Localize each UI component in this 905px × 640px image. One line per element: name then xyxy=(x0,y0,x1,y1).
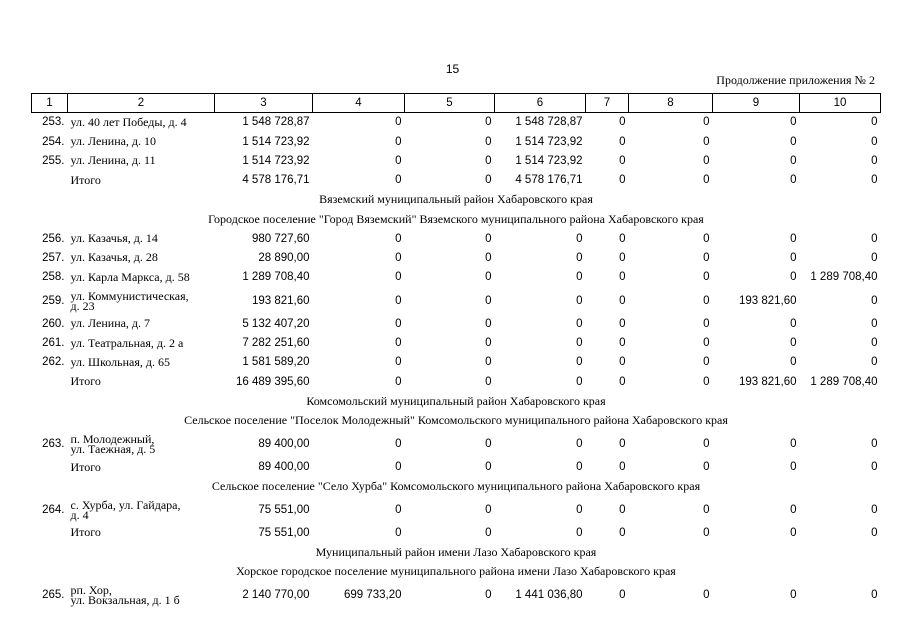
total-row xyxy=(32,171,881,190)
value-cell-c10: 0 xyxy=(871,526,878,539)
section-heading: Муниципальный район имени Лазо Хабаровского края xyxy=(315,544,597,559)
column-header: 5 xyxy=(405,94,495,113)
table-row xyxy=(32,113,881,132)
address-cell: ул. Школьная, д. 65 xyxy=(70,354,170,369)
section-heading: Вяземский муниципальный район Хабаровского края xyxy=(319,192,593,207)
value-cell-c4: 0 xyxy=(395,317,402,330)
address-cell: Итого xyxy=(70,374,101,389)
column-header: 1 xyxy=(32,94,68,113)
value-cell-c6: 1 441 036,80 xyxy=(515,588,583,601)
value-cell-c3: 5 132 407,20 xyxy=(242,317,310,330)
total-row xyxy=(32,457,881,476)
value-cell-c5: 0 xyxy=(485,375,492,388)
section-heading-row xyxy=(32,190,881,209)
value-cell-c8: 0 xyxy=(703,356,710,369)
value-cell-c5: 0 xyxy=(485,251,492,264)
value-cell-c7: 0 xyxy=(619,317,626,330)
table-row xyxy=(32,353,881,372)
row-number: 264. xyxy=(42,503,65,516)
address-line-2: ул. Таежная, д. 5 xyxy=(70,441,156,456)
address-cell xyxy=(68,287,215,314)
value-cell-c4: 0 xyxy=(395,154,402,167)
row-number xyxy=(32,523,68,542)
value-cell-c7: 0 xyxy=(619,337,626,350)
column-header: 7 xyxy=(586,94,629,113)
value-cell-c4: 0 xyxy=(395,271,402,284)
address-line-1: с. Хурба, ул. Гайдара, xyxy=(70,497,181,512)
value-cell-c10: 0 xyxy=(871,503,878,516)
column-header: 9 xyxy=(713,94,800,113)
value-cell-c9: 0 xyxy=(790,588,797,601)
value-cell-c5: 0 xyxy=(485,526,492,539)
appendix-table xyxy=(31,93,881,608)
value-cell-c10: 0 xyxy=(871,251,878,264)
value-cell-c6: 0 xyxy=(576,356,583,369)
value-cell-c9: 0 xyxy=(790,174,797,187)
value-cell-c6: 0 xyxy=(576,232,583,245)
value-cell-c3: 28 890,00 xyxy=(258,251,310,264)
value-cell-c7: 0 xyxy=(619,271,626,284)
value-cell-c8: 0 xyxy=(703,232,710,245)
value-cell-c5: 0 xyxy=(485,116,492,129)
value-cell-c4: 0 xyxy=(395,503,402,516)
value-cell-c8: 0 xyxy=(703,135,710,148)
value-cell-c10: 0 xyxy=(871,317,878,330)
value-cell-c8: 0 xyxy=(703,461,710,474)
value-cell-c10: 0 xyxy=(871,154,878,167)
value-cell-c7: 0 xyxy=(619,294,626,307)
table-row xyxy=(32,430,881,457)
table-row xyxy=(32,496,881,523)
row-number: 259. xyxy=(42,294,65,307)
value-cell-c6: 0 xyxy=(576,271,583,284)
value-cell-c6: 0 xyxy=(576,251,583,264)
value-cell-c9: 0 xyxy=(790,461,797,474)
value-cell-c10: 1 289 708,40 xyxy=(810,375,878,388)
section-heading: Хорское городское поселение муниципального района имени Лазо Хабаровского края xyxy=(236,564,676,579)
value-cell-c9: 0 xyxy=(790,271,797,284)
value-cell-c5: 0 xyxy=(485,317,492,330)
value-cell-c8: 0 xyxy=(703,317,710,330)
value-cell-c6: 0 xyxy=(576,375,583,388)
value-cell-c7: 0 xyxy=(619,356,626,369)
value-cell-c6: 1 514 723,92 xyxy=(515,154,583,167)
address-line-2: д. 23 xyxy=(70,298,95,313)
value-cell-c5: 0 xyxy=(485,437,492,450)
section-heading-row xyxy=(32,562,881,581)
value-cell-c5: 0 xyxy=(485,461,492,474)
row-number xyxy=(32,457,68,476)
value-cell-c3: 4 578 176,71 xyxy=(242,174,310,187)
page-number: 15 xyxy=(445,62,460,76)
value-cell-c7: 0 xyxy=(619,251,626,264)
value-cell-c3: 1 581 589,20 xyxy=(242,356,310,369)
section-heading: Сельское поселение "Село Хурба" Комсомольского муниципального района Хабаровского края xyxy=(211,478,701,493)
value-cell-c9: 0 xyxy=(790,503,797,516)
section-heading-row xyxy=(32,477,881,496)
value-cell-c6: 0 xyxy=(576,317,583,330)
value-cell-c7: 0 xyxy=(619,461,626,474)
value-cell-c8: 0 xyxy=(703,503,710,516)
value-cell-c9: 0 xyxy=(790,232,797,245)
value-cell-c3: 1 514 723,92 xyxy=(242,154,310,167)
value-cell-c9: 0 xyxy=(790,317,797,330)
row-number: 257. xyxy=(42,251,65,264)
value-cell-c7: 0 xyxy=(619,174,626,187)
value-cell-c3: 1 289 708,40 xyxy=(242,271,310,284)
value-cell-c9: 0 xyxy=(790,135,797,148)
address-line-1: рп. Хор, xyxy=(70,582,112,597)
value-cell-c8: 0 xyxy=(703,154,710,167)
section-heading: Сельское поселение "Поселок Молодежный" Комсомольского муниципального района Хабаровского края xyxy=(184,413,728,428)
value-cell-c7: 0 xyxy=(619,232,626,245)
value-cell-c10: 0 xyxy=(871,461,878,474)
value-cell-c6: 4 578 176,71 xyxy=(515,174,583,187)
section-heading-row xyxy=(32,411,881,430)
column-header: 3 xyxy=(215,94,313,113)
row-number: 253. xyxy=(42,116,65,129)
address-cell: ул. 40 лет Победы, д. 4 xyxy=(70,114,187,129)
value-cell-c5: 0 xyxy=(485,174,492,187)
address-cell: ул. Ленина, д. 7 xyxy=(70,316,151,331)
table-row xyxy=(32,333,881,352)
address-line-2: ул. Вокзальная, д. 1 б xyxy=(70,592,180,607)
value-cell-c3: 7 282 251,60 xyxy=(242,337,310,350)
value-cell-c7: 0 xyxy=(619,375,626,388)
value-cell-c8: 0 xyxy=(703,375,710,388)
value-cell-c4: 0 xyxy=(395,337,402,350)
value-cell-c3: 980 727,60 xyxy=(251,232,310,245)
value-cell-c5: 0 xyxy=(485,503,492,516)
value-cell-c3: 1 548 728,87 xyxy=(242,116,310,129)
value-cell-c9: 0 xyxy=(790,154,797,167)
value-cell-c9: 0 xyxy=(790,251,797,264)
value-cell-c7: 0 xyxy=(619,526,626,539)
total-row xyxy=(32,523,881,542)
table-header xyxy=(32,94,881,113)
value-cell-c8: 0 xyxy=(703,437,710,450)
address-line-2: д. 4 xyxy=(70,507,89,522)
value-cell-c6: 0 xyxy=(576,526,583,539)
value-cell-c7: 0 xyxy=(619,135,626,148)
value-cell-c8: 0 xyxy=(703,526,710,539)
value-cell-c4: 0 xyxy=(395,174,402,187)
address-cell: Итого xyxy=(70,172,101,187)
value-cell-c9: 0 xyxy=(790,526,797,539)
value-cell-c6: 0 xyxy=(576,503,583,516)
value-cell-c8: 0 xyxy=(703,588,710,601)
value-cell-c4: 0 xyxy=(395,375,402,388)
table-body xyxy=(32,113,881,609)
row-number: 265. xyxy=(42,588,65,601)
value-cell-c7: 0 xyxy=(619,154,626,167)
value-cell-c3: 193 821,60 xyxy=(251,294,310,307)
address-cell xyxy=(68,581,215,608)
table-row xyxy=(32,314,881,333)
column-header: 2 xyxy=(68,94,215,113)
value-cell-c5: 0 xyxy=(485,135,492,148)
column-header: 4 xyxy=(313,94,405,113)
value-cell-c6: 0 xyxy=(576,461,583,474)
value-cell-c8: 0 xyxy=(703,294,710,307)
value-cell-c8: 0 xyxy=(703,251,710,264)
value-cell-c8: 0 xyxy=(703,337,710,350)
value-cell-c4: 0 xyxy=(395,437,402,450)
value-cell-c10: 0 xyxy=(871,588,878,601)
table-row xyxy=(32,248,881,267)
value-cell-c9: 0 xyxy=(790,337,797,350)
value-cell-c3: 89 400,00 xyxy=(258,437,310,450)
value-cell-c4: 0 xyxy=(395,294,402,307)
address-cell xyxy=(68,430,215,457)
value-cell-c3: 16 489 395,60 xyxy=(235,375,310,388)
value-cell-c3: 2 140 770,00 xyxy=(242,588,310,601)
table-row xyxy=(32,581,881,608)
section-heading-row xyxy=(32,543,881,562)
row-number: 262. xyxy=(42,356,65,369)
address-cell: ул. Казачья, д. 14 xyxy=(70,231,158,246)
row-number: 256. xyxy=(42,232,65,245)
value-cell-c9: 0 xyxy=(790,356,797,369)
address-line-1: п. Молодежный, xyxy=(70,431,155,446)
value-cell-c4: 0 xyxy=(395,135,402,148)
value-cell-c3: 75 551,00 xyxy=(258,503,310,516)
section-heading: Комсомольский муниципальный район Хабаровского края xyxy=(306,393,606,408)
row-number: 261. xyxy=(42,337,65,350)
value-cell-c9: 193 821,60 xyxy=(738,375,797,388)
value-cell-c4: 0 xyxy=(395,116,402,129)
value-cell-c7: 0 xyxy=(619,437,626,450)
value-cell-c8: 0 xyxy=(703,116,710,129)
value-cell-c7: 0 xyxy=(619,116,626,129)
total-row xyxy=(32,372,881,391)
row-number xyxy=(32,372,68,391)
value-cell-c5: 0 xyxy=(485,337,492,350)
continuation-caption: Продолжение приложения № 2 xyxy=(716,73,875,87)
value-cell-c4: 0 xyxy=(395,526,402,539)
value-cell-c7: 0 xyxy=(619,588,626,601)
value-cell-c10: 0 xyxy=(871,437,878,450)
table-row xyxy=(32,151,881,170)
row-number: 258. xyxy=(42,271,65,284)
section-heading-row xyxy=(32,392,881,411)
value-cell-c6: 0 xyxy=(576,337,583,350)
value-cell-c5: 0 xyxy=(485,356,492,369)
value-cell-c3: 75 551,00 xyxy=(258,526,310,539)
row-number: 255. xyxy=(42,154,65,167)
value-cell-c5: 0 xyxy=(485,588,492,601)
value-cell-c10: 0 xyxy=(871,337,878,350)
address-line-1: ул. Коммунистическая, xyxy=(70,288,189,303)
section-heading: Городское поселение "Город Вяземский" Вяземского муниципального района Хабаровского края xyxy=(208,211,704,226)
value-cell-c4: 0 xyxy=(395,356,402,369)
address-cell: Итого xyxy=(70,459,101,474)
value-cell-c9: 193 821,60 xyxy=(738,294,797,307)
value-cell-c4: 699 733,20 xyxy=(343,588,402,601)
row-number xyxy=(32,171,68,190)
value-cell-c10: 0 xyxy=(871,356,878,369)
value-cell-c6: 0 xyxy=(576,437,583,450)
value-cell-c3: 89 400,00 xyxy=(258,461,310,474)
row-number: 260. xyxy=(42,317,65,330)
value-cell-c5: 0 xyxy=(485,271,492,284)
table-row xyxy=(32,287,881,314)
value-cell-c8: 0 xyxy=(703,271,710,284)
address-cell: ул. Карла Маркса, д. 58 xyxy=(70,269,190,284)
address-cell: ул. Ленина, д. 11 xyxy=(70,153,156,168)
value-cell-c8: 0 xyxy=(703,174,710,187)
column-header: 6 xyxy=(495,94,586,113)
value-cell-c5: 0 xyxy=(485,232,492,245)
value-cell-c9: 0 xyxy=(790,116,797,129)
value-cell-c6: 0 xyxy=(576,294,583,307)
column-header: 10 xyxy=(800,94,881,113)
value-cell-c5: 0 xyxy=(485,154,492,167)
value-cell-c7: 0 xyxy=(619,503,626,516)
value-cell-c10: 0 xyxy=(871,135,878,148)
row-number: 254. xyxy=(42,135,65,148)
value-cell-c4: 0 xyxy=(395,251,402,264)
value-cell-c4: 0 xyxy=(395,232,402,245)
value-cell-c10: 0 xyxy=(871,174,878,187)
value-cell-c4: 0 xyxy=(395,461,402,474)
value-cell-c10: 1 289 708,40 xyxy=(810,271,878,284)
address-cell: Итого xyxy=(70,525,101,540)
section-heading-row xyxy=(32,209,881,228)
value-cell-c3: 1 514 723,92 xyxy=(242,135,310,148)
value-cell-c9: 0 xyxy=(790,437,797,450)
value-cell-c6: 1 548 728,87 xyxy=(515,116,583,129)
column-header: 8 xyxy=(629,94,713,113)
address-cell: ул. Театральная, д. 2 а xyxy=(70,335,184,350)
table-row xyxy=(32,132,881,151)
value-cell-c10: 0 xyxy=(871,116,878,129)
value-cell-c6: 1 514 723,92 xyxy=(515,135,583,148)
value-cell-c5: 0 xyxy=(485,294,492,307)
address-cell: ул. Казачья, д. 28 xyxy=(70,250,158,265)
value-cell-c10: 0 xyxy=(871,232,878,245)
row-number: 263. xyxy=(42,437,65,450)
table-row xyxy=(32,229,881,248)
table-row xyxy=(32,268,881,287)
address-cell: ул. Ленина, д. 10 xyxy=(70,134,157,149)
value-cell-c10: 0 xyxy=(871,294,878,307)
address-cell xyxy=(68,496,215,523)
